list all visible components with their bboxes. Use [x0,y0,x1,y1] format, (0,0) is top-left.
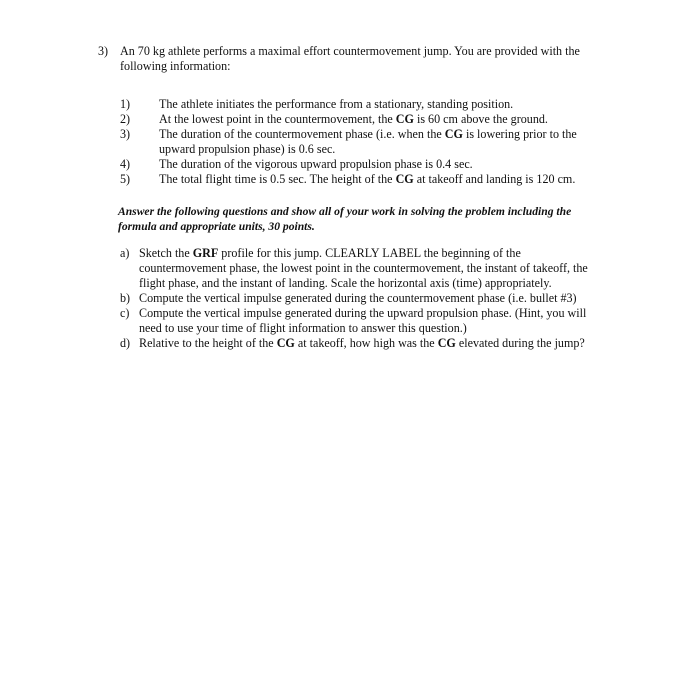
sub-question-text [139,306,595,336]
sub-question [120,246,595,291]
info-item-text [159,127,600,157]
sub-question-text [139,246,595,291]
bold-term: CG [276,336,295,350]
info-item-text [159,97,600,112]
question-text: An 70 kg athlete performs a maximal effort countermovement jump. You are provided with the following information: [120,44,580,73]
info-item-number: 4) [120,157,131,171]
sub-question-text [139,336,595,351]
bold-term: CG [395,172,414,186]
sub-question-label: c) [120,306,130,320]
text-run: profile for this jump. CLEARLY LABEL the beginning of the countermovement phase, the lowest point in the countermovement, the instant of takeoff, the flight phase, and the instant of landing. Scale the horizontal axis (time) appropriately. [139,246,588,290]
info-item-number: 3) [120,127,131,141]
sub-question-label: a) [120,246,130,260]
bold-term: CG [437,336,456,350]
text-run: At the lowest point in the countermovement, the [159,112,396,126]
text-run: The duration of the countermovement phase (i.e. when the [159,127,445,141]
sub-questions-list [120,246,595,351]
info-item [120,172,600,187]
info-item [120,157,600,172]
info-item [120,112,600,127]
text-run: Relative to the height of the [139,336,277,350]
text-run: is 60 cm above the ground. [413,112,548,126]
text-run: Compute the vertical impulse generated during the countermovement phase (i.e. bullet #3) [139,291,577,305]
bold-term: GRF [192,246,219,260]
text-run: Compute the vertical impulse generated during the upward propulsion phase. (Hint, you will need to use your time of flight information to answer this question.) [139,306,587,335]
sub-question-label: d) [120,336,131,350]
sub-question [120,336,595,351]
sub-question [120,306,595,336]
text-run: The athlete initiates the performance from a stationary, standing position. [159,97,514,111]
info-item-number: 5) [120,172,131,186]
info-item-text [159,112,600,127]
text-run: Sketch the [139,246,193,260]
sub-question [120,291,595,306]
text-run: at takeoff, how high was the [294,336,438,350]
text-run: at takeoff and landing is 120 cm. [413,172,576,186]
sub-question-text [139,291,595,306]
text-run: elevated during the jump? [455,336,585,350]
sub-question-label: b) [120,291,131,305]
question-number: 3) [98,44,109,58]
bold-term: CG [444,127,463,141]
info-item-text [159,157,600,172]
text-run: The total flight time is 0.5 sec. The height of the [159,172,396,186]
info-item [120,97,600,112]
info-item [120,127,600,157]
given-information-list [120,97,600,187]
info-item-number: 2) [120,112,131,126]
instruction-text: Answer the following questions and show all of your work in solving the problem including the formula and appropriate units, 30 points. [118,205,572,233]
info-item-number: 1) [120,97,131,111]
info-item-text [159,172,600,187]
text-run: The duration of the vigorous upward propulsion phase is 0.4 sec. [159,157,473,171]
bold-term: CG [395,112,414,126]
text-run: is lowering prior to the upward propulsion phase) is 0.6 sec. [159,127,577,156]
